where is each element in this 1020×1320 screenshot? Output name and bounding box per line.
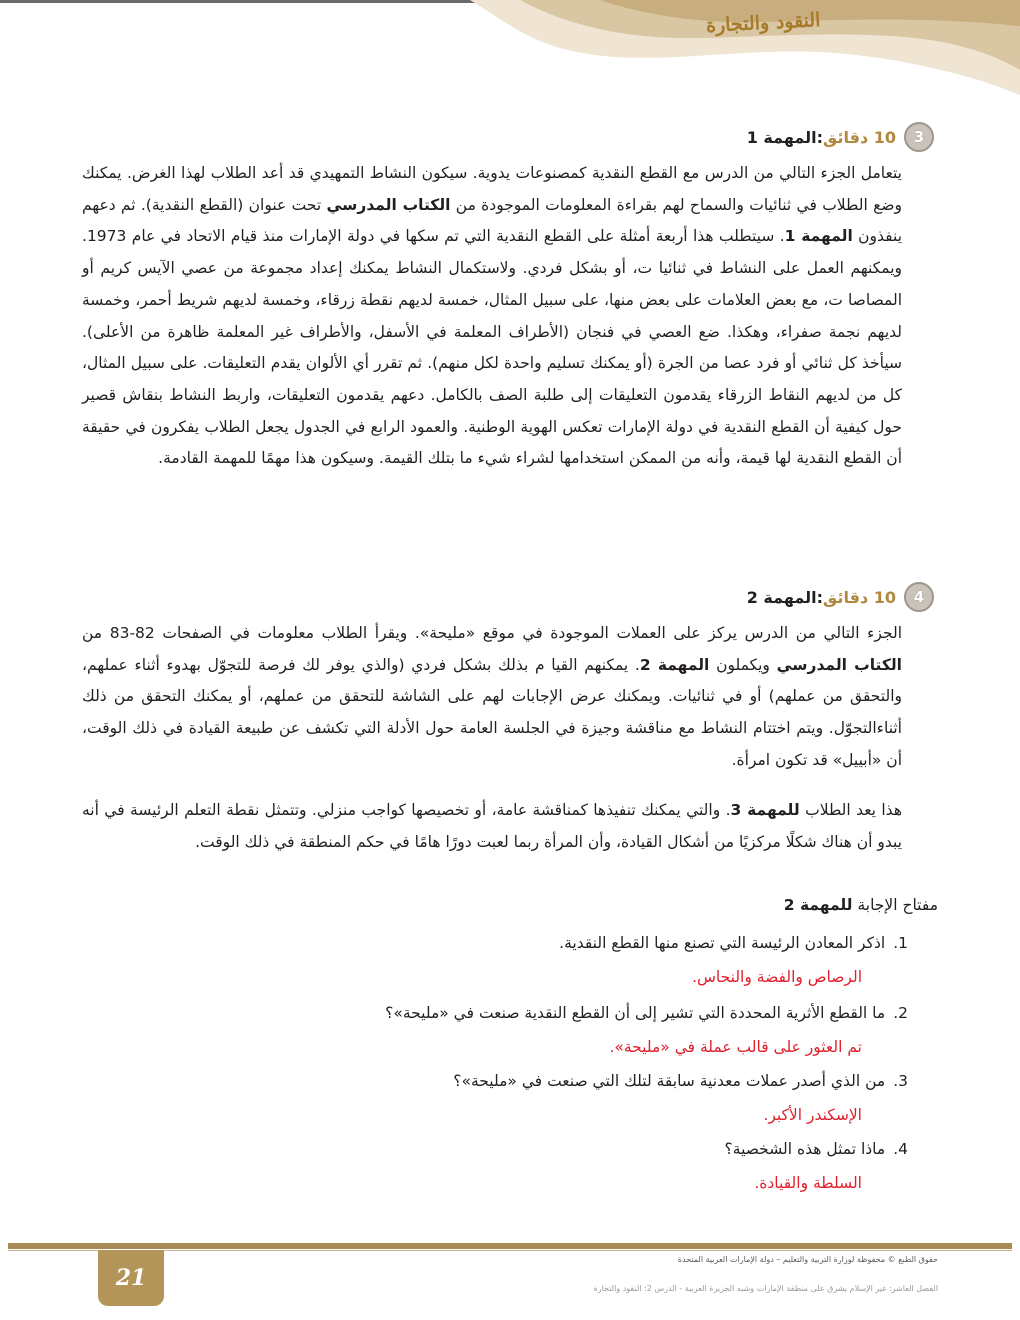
bold-term: المهمة 2 (639, 655, 710, 674)
question-number: 4. (893, 1140, 908, 1158)
question-text: اذكر المعادن الرئيسة التي تصنع منها القطع النقدية. (559, 934, 886, 952)
text-run: . والتي يمكنك تنفيذها كمناقشة عامة، أو تخصيصها كواجب منزلي. وتتمثل نقطة التعلم الرئيسة في أنه يبدو أن هناك شكلًا مركزيًا من أشكال القيادة، وأن المرأة ربما لعبت دورًا هامًا في حكم المنطقة في ذلك الوقت. (82, 801, 902, 851)
task-label: المهمة 2 (746, 587, 817, 607)
heading-bold: للمهمة 2 (783, 896, 853, 914)
separator: : (816, 127, 824, 147)
task1-paragraph (82, 158, 902, 475)
duration: 10 دقائق (823, 127, 896, 147)
bold-term: الكتاب المدرسي (776, 655, 902, 674)
answer-1: الرصاص والفضة والنحاس. (692, 968, 862, 986)
text-run: . يمكنهم القيا م بذلك بشكل فردي (والذي يوفر لك فرصة للتجوّل بهدوء أثناء عملهم، والتحقق من عملهم) أو في ثنائيات. ويمكنك عرض الإجابات لهم على الشاشة للتحقق من عملهم، أو يمكنك التحقق من ذلك أثناءالتجوّل. ويتم اختتام النشاط مع مناقشة وجيزة في الجلسة العامة حول الأدلة التي تكشف عن طبيعة القيادة في ذلك الوقت، أن «أبييل» قد تكون امرأة. (82, 655, 902, 769)
answer-3: الإسكندر الأكبر. (763, 1106, 862, 1124)
task2-paragraph-1 (82, 618, 902, 777)
text-run: هذا يعد الطلاب (799, 801, 902, 819)
question-2 (385, 1004, 908, 1022)
step-number-badge: 3 (904, 122, 934, 152)
chapter-title: النقود والتجارة (705, 9, 821, 37)
text-run: . سيتطلب هذا أربعة أمثلة على القطع النقدية التي تم سكها في دولة الإمارات منذ قيام الاتحاد في عام 1973. ويمكنهم العمل على النشاط في ثنائيا ت، أو بشكل فردي. ولاستكمال النشاط يمكنك إعداد مجموعة من عصي الآيس كريم أو المصاصا ت، مع بعض العلامات على بعض منها، على سبيل المثال، خمسة لديهم نقطة زرقاء، وخمسة لديهم شريط أحمر، وخمسة لديهم نجمة صفراء، وهكذا. ضع العصي في فنجان (الأطراف المعلمة في الأسفل، والأطراف غير المعلمة ظاهرة من الأعلى). سيأخذ كل ثنائي أو فرد عصا من الجرة (أو يمكنك تسليم واحدة لكل منهم). ثم تقرر أي الألوان يقدم التعليقات. على سبيل المثال، كل من لديهم النقاط الزرقاء يقدمون التعليقات إلى طلبة الصف بالكامل. دعهم يقدمون التعليقات، واربط النشاط بنقاش قصير حول كيفية أن القطع النقدية في دولة الإمارات تعكس الهوية الوطنية. والعمود الرابع في الجدول يجعل الطلاب يفكرون في حقيقة أن القطع النقدية لها قيمة، وأنه من الممكن استخدامها لشراء شيء ما بتلك القيمة. وسيكون هذا مهمًا للمهمة القادمة. (82, 227, 902, 468)
duration: 10 دقائق (823, 587, 896, 607)
task-label: المهمة 1 (746, 127, 817, 147)
text-run: ويكملون (709, 655, 777, 674)
question-4 (725, 1140, 908, 1158)
answer-key-heading (784, 896, 938, 914)
text-run: تحت عنوان (القطع النقدية). ثم دعهم ينفذون (82, 195, 903, 246)
page-number: 21 (98, 1250, 164, 1306)
footer-rule (8, 1243, 1012, 1249)
heading-text: مفتاح الإجابة (852, 896, 938, 914)
running-title: الفصل العاشر: غير الإسلام يشرق على منطقة الإمارات وشبه الجزيرة العربية - الدرس 2: النقود والتجارة (593, 1284, 938, 1293)
question-number: 3. (893, 1072, 908, 1090)
question-number: 2. (893, 1004, 908, 1022)
question-text: ماذا تمثل هذه الشخصية؟ (724, 1140, 886, 1158)
text-run: يتعامل الجزء التالي من الدرس مع القطع النقدية كمصنوعات يدوية. سيكون النشاط التمهيدي قد أعد الطلاب لهذا الغرض. يمكنك وضع الطلاب في ثنائيات والسماح لهم بقراءة المعلومات الموجودة من (82, 164, 903, 214)
bold-term: المهمة 1 (784, 227, 853, 246)
question-1 (559, 934, 908, 952)
question-text: ما القطع الأثرية المحددة التي تشير إلى أن القطع النقدية صنعت في «مليحة»؟ (385, 1004, 886, 1022)
task1-heading (747, 122, 934, 152)
question-number: 1. (893, 934, 908, 952)
question-text: من الذي أصدر عملات معدنية سابقة لتلك التي صنعت في «مليحة»؟ (453, 1072, 886, 1090)
task2-paragraph-2 (82, 795, 902, 858)
answer-4: السلطة والقيادة. (754, 1174, 862, 1192)
task2-heading (747, 582, 934, 612)
separator: : (816, 587, 824, 607)
answer-2: تم العثور على قالب عملة في «مليحة». (609, 1038, 862, 1056)
text-run: الجزء التالي من الدرس يركز على العملات الموجودة في موقع «مليحة». ويقرأ الطلاب معلومات في الصفحات 82-83 من (82, 624, 902, 642)
step-number-badge: 4 (904, 582, 934, 612)
header-wave-decoration (0, 0, 1020, 110)
copyright-notice: حقوق الطبع © محفوظة لوزارة التربية والتعليم – دولة الإمارات العربية المتحدة (677, 1255, 938, 1264)
question-3 (453, 1072, 908, 1090)
bold-term: للمهمة 3 (730, 801, 800, 819)
bold-term: الكتاب المدرسي (326, 195, 451, 214)
